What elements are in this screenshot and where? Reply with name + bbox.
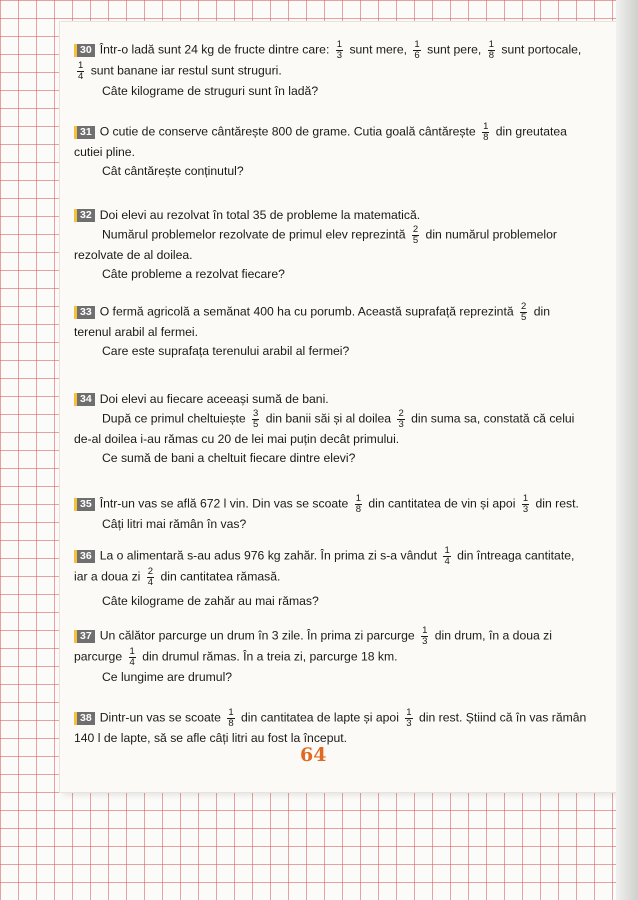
problem-line: 31 O cutie de conserve cântărește 800 de grame. Cutia goală cântărește $\frac{1}{8}$ din greutatea	[74, 122, 604, 143]
problem-line: 32 Doi elevi au rezolvat în total 35 de probleme la matematică.	[74, 206, 604, 225]
problem-32	[74, 206, 604, 284]
fraction: $\frac{1}{8}$	[228, 707, 234, 729]
problem-number: 37	[74, 630, 95, 643]
problem-line: 140 l de lapte, să se afle câți litri au fost la început.	[74, 731, 348, 745]
fraction: $\frac{1}{3}$	[522, 493, 529, 515]
problem-line: 38 Dintr-un vas se scoate $\frac{1}{8}$ din cantitatea de lapte și apoi $\frac{1}{3}$ din rest. Știind că în vas rămân	[74, 708, 604, 729]
fraction: $\frac{1}{4}$	[78, 60, 84, 82]
problem-line: cutiei pline.	[74, 145, 135, 159]
problem-line: 36 La o alimentară s-au adus 976 kg zahăr. În prima zi s-a vândut $\frac{1}{4}$ din întreaga cantitate,	[74, 546, 604, 567]
problem-number: 31	[74, 126, 95, 139]
fraction: $\frac{1}{3}$	[422, 625, 428, 647]
problem-line: 35 Într-un vas se află 672 l vin. Din vas se scoate $\frac{1}{8}$ din cantitatea de vin și apoi $\frac{1}{3}$ din rest.	[74, 494, 604, 515]
fraction: $\frac{1}{6}$	[414, 39, 420, 61]
fraction: $\frac{1}{3}$	[336, 39, 343, 61]
problem-question: Ce sumă de bani a cheltuit fiecare dintre elevi?	[102, 451, 356, 465]
problem-number: 35	[74, 498, 95, 511]
fraction: $\frac{1}{8}$	[355, 493, 361, 515]
problem-number: 30	[74, 44, 95, 57]
problem-line: $\frac{1}{4}$ sunt banane iar restul sunt struguri.	[78, 60, 282, 82]
problem-line: rezolvate de al doilea.	[74, 248, 193, 262]
problem-line: iar a doua zi $\frac{2}{4}$ din cantitatea rămasă.	[74, 566, 281, 588]
problem-line: După ce primul cheltuiește $\frac{3}{5}$ din banii săi și al doilea $\frac{2}{3}$ din suma sa, constată că celui	[102, 408, 575, 430]
problem-line: 33 O fermă agricolă a semănat 400 ha cu porumb. Această suprafață reprezintă $\frac{2}{5}$ din	[74, 302, 604, 323]
problem-question: Cât cântărește conținutul?	[102, 164, 244, 178]
problem-line: 37 Un călător parcurge un drum în 3 zile. În prima zi parcurge $\frac{1}{3}$ din drum, în a doua zi	[74, 626, 604, 647]
fraction: $\frac{2}{3}$	[398, 408, 404, 430]
problem-line: parcurge $\frac{1}{4}$ din drumul rămas. În a treia zi, parcurge 18 km.	[74, 646, 398, 668]
problem-38	[74, 708, 604, 748]
problem-33	[74, 302, 604, 361]
problem-35	[74, 494, 604, 534]
problem-question: Câți litri mai rămân în vas?	[102, 517, 247, 531]
fraction: $\frac{1}{4}$	[129, 646, 135, 668]
problem-number: 34	[74, 393, 95, 406]
problem-question: Câte kilograme de zahăr au mai rămas?	[102, 594, 319, 608]
fraction: $\frac{3}{5}$	[253, 408, 259, 430]
fraction: $\frac{1}{8}$	[483, 121, 489, 143]
problem-37	[74, 626, 604, 687]
fraction: $\frac{1}{8}$	[488, 39, 494, 61]
problem-number: 38	[74, 712, 95, 725]
problem-line: Numărul problemelor rezolvate de primul elev reprezintă $\frac{2}{5}$ din numărul problemelor	[102, 224, 557, 246]
problem-number: 32	[74, 209, 95, 222]
book-spine-shadow	[616, 0, 638, 900]
problem-30	[74, 40, 604, 101]
problem-36	[74, 546, 604, 611]
problem-number: 33	[74, 306, 95, 319]
fraction: $\frac{1}{3}$	[406, 707, 412, 729]
fraction: $\frac{2}{5}$	[412, 224, 419, 246]
fraction: $\frac{2}{5}$	[521, 301, 527, 323]
problem-line: terenul arabil al fermei.	[74, 325, 198, 339]
fraction: $\frac{2}{4}$	[147, 566, 154, 588]
problem-31	[74, 122, 604, 181]
problem-question: Câte kilograme de struguri sunt în ladă?	[102, 84, 319, 98]
problem-line: de-al doilea i-au rămas cu 20 de lei mai puțin decât primului.	[74, 432, 400, 446]
problem-34	[74, 390, 604, 468]
problem-question: Câte probleme a rezolvat fiecare?	[102, 267, 285, 281]
problem-line: 34 Doi elevi au fiecare aceeași sumă de bani.	[74, 390, 604, 409]
page-number: 64	[300, 744, 327, 766]
problem-number: 36	[74, 550, 95, 563]
fraction: $\frac{1}{4}$	[444, 545, 450, 567]
problem-question: Ce lungime are drumul?	[102, 670, 233, 684]
problem-question: Care este suprafața terenului arabil al fermei?	[102, 344, 350, 358]
problem-line: 30 Într-o ladă sunt 24 kg de fructe dintre care: $\frac{1}{3}$ sunt mere, $\frac{1}{6}$ sunt pere, $\frac{1}{8}$ sunt portocale,	[74, 40, 604, 61]
